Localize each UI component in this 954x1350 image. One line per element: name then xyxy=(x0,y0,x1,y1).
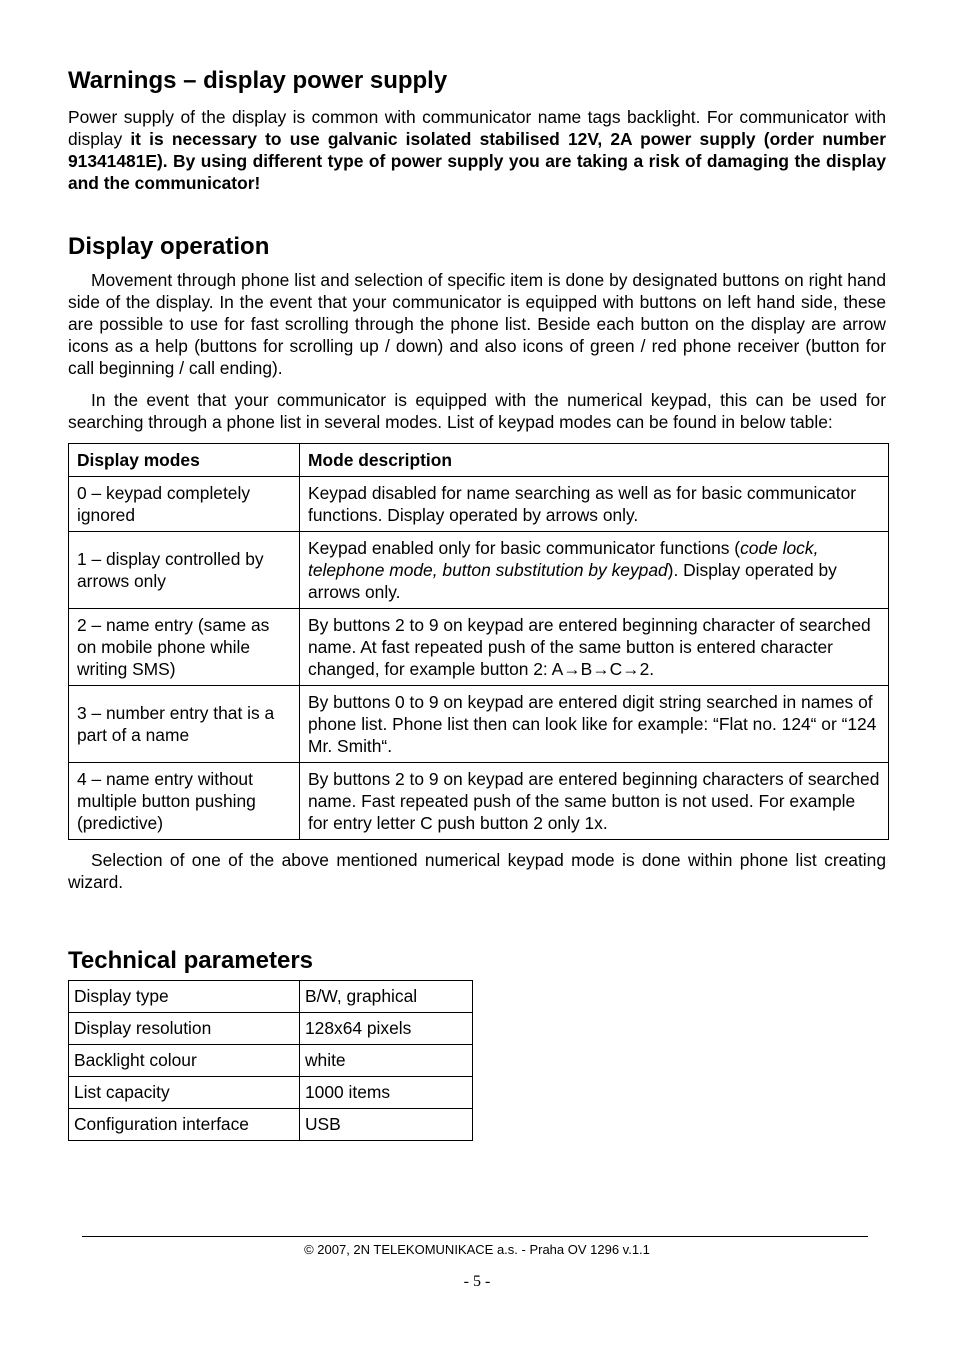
mode-cell: 3 – number entry that is a part of a name xyxy=(69,686,300,763)
description-text: Keypad enabled only for basic communicator functions ( xyxy=(308,538,741,558)
display-operation-paragraph-3: Selection of one of the above mentioned numerical keypad mode is done within phone list creating wizard. xyxy=(68,850,886,892)
warnings-bold-text: it is necessary to use galvanic isolated stabilised 12V, 2A power supply (order number 91341481E). By using different type of power supply you are taking a risk of damaging the display and the communicator! xyxy=(68,129,886,193)
display-operation-heading: Display operation xyxy=(68,233,270,260)
table-header-row xyxy=(69,444,889,477)
technical-parameters-heading: Technical parameters xyxy=(68,947,314,974)
mode-cell: 4 – name entry without multiple button pushing (predictive) xyxy=(69,763,300,840)
mode-cell: 1 – display controlled by arrows only xyxy=(69,532,300,609)
description-cell: By buttons 2 to 9 on keypad are entered beginning character of searched name. At fast repeated push of the same button is entered character changed, for example button 2: A→B→C→2. xyxy=(300,609,889,686)
table-row xyxy=(69,1045,473,1077)
parameter-cell: Configuration interface xyxy=(69,1109,300,1141)
description-cell: By buttons 0 to 9 on keypad are entered digit string searched in names of phone list. Phone list then can look like for example: “Flat no. 124“ or “124 Mr. Smith“. xyxy=(300,686,889,763)
page-number: - 5 - xyxy=(463,1273,491,1290)
footer-copyright: © 2007, 2N TELEKOMUNIKACE a.s. - Praha OV 1296 v.1.1 xyxy=(304,1242,650,1257)
document-page xyxy=(68,66,886,1141)
col-header-mode-description: Mode description xyxy=(300,444,889,477)
table-row xyxy=(69,532,889,609)
display-modes-table xyxy=(68,443,889,840)
table-row xyxy=(69,1109,473,1141)
description-cell xyxy=(300,532,889,609)
value-cell: white xyxy=(300,1045,473,1077)
mode-cell: 2 – name entry (same as on mobile phone while writing SMS) xyxy=(69,609,300,686)
value-cell: 128x64 pixels xyxy=(300,1013,473,1045)
table-row xyxy=(69,1077,473,1109)
value-cell: 1000 items xyxy=(300,1077,473,1109)
parameter-cell: Display resolution xyxy=(69,1013,300,1045)
footer-divider xyxy=(82,1236,868,1237)
description-cell: Keypad disabled for name searching as well as for basic communicator functions. Display operated by arrows only. xyxy=(300,477,889,532)
display-operation-paragraph-2: In the event that your communicator is equipped with the numerical keypad, this can be used for searching through a phone list in several modes. List of keypad modes can be found in below table: xyxy=(68,390,886,432)
value-cell: USB xyxy=(300,1109,473,1141)
description-italic-text: code lock, telephone mode, button substitution by keypad xyxy=(308,538,819,580)
warnings-text: Power supply of the display is common with communicator name tags backlight. For communicator with display xyxy=(68,107,886,149)
parameter-cell: Display type xyxy=(69,981,300,1013)
table-row xyxy=(69,686,889,763)
parameter-cell: List capacity xyxy=(69,1077,300,1109)
table-row xyxy=(69,763,889,840)
technical-parameters-table xyxy=(68,980,473,1141)
parameter-cell: Backlight colour xyxy=(69,1045,300,1077)
description-cell: By buttons 2 to 9 on keypad are entered beginning characters of searched name. Fast repeated push of the same button is not used. For example for entry letter C push button 2 only 1x. xyxy=(300,763,889,840)
mode-cell: 0 – keypad completely ignored xyxy=(69,477,300,532)
value-cell: B/W, graphical xyxy=(300,981,473,1013)
warnings-paragraph xyxy=(68,106,886,194)
warnings-heading: Warnings – display power supply xyxy=(68,67,448,94)
table-row xyxy=(69,477,889,532)
description-text: ). Display operated by arrows only. xyxy=(308,560,837,602)
table-row xyxy=(69,609,889,686)
table-row xyxy=(69,1013,473,1045)
col-header-display-modes: Display modes xyxy=(69,444,300,477)
display-operation-paragraph-1: Movement through phone list and selection of specific item is done by designated buttons on right hand side of the display. In the event that your communicator is equipped with buttons on left hand side, these are possible to use for fast scrolling through the phone list. Beside each button on the display are arrow icons as a help (buttons for scrolling up / down) and also icons of green / red phone receiver (button for call beginning / call ending). xyxy=(68,270,886,378)
table-row xyxy=(69,981,473,1013)
